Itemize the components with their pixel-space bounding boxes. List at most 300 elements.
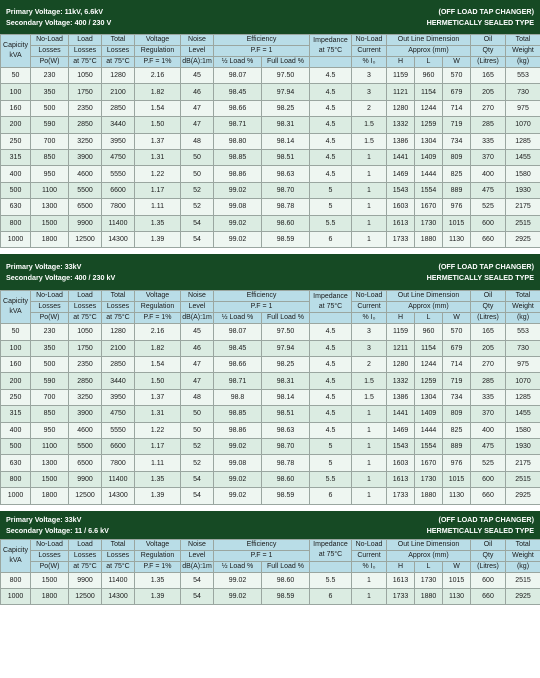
table-cell: 1015: [443, 471, 471, 487]
table-row: [1, 215, 540, 231]
table-cell: 1.11: [135, 199, 181, 215]
table-cell: 5500: [69, 439, 102, 455]
primary-voltage: Primary Voltage: 33kV: [6, 262, 82, 272]
header-cell: P.F = 1%: [135, 57, 181, 68]
table-cell: 1.22: [135, 422, 181, 438]
table-cell: 98.70: [262, 439, 310, 455]
header-cell: Losses: [69, 302, 102, 313]
table-cell: 400: [471, 422, 506, 438]
col-dimension: Out Line Dimension: [387, 291, 471, 302]
table-cell: 98.86: [214, 166, 262, 182]
table-cell: 950: [31, 166, 69, 182]
table-row: [1, 84, 540, 100]
table-cell: 1750: [69, 84, 102, 100]
table-cell: 1800: [31, 231, 69, 247]
header-cell: Qty: [471, 550, 506, 561]
table-cell: 99.02: [214, 471, 262, 487]
table-cell: 1100: [31, 182, 69, 198]
table-cell: 4.5: [310, 100, 352, 116]
header-cell: W: [443, 561, 471, 572]
table-cell: 48: [181, 389, 214, 405]
table-cell: 825: [443, 166, 471, 182]
table-cell: 1880: [415, 488, 443, 504]
header-cell: Regulation: [135, 550, 181, 561]
table-cell: 4.5: [310, 406, 352, 422]
table-cell: 335: [471, 389, 506, 405]
table-cell: 3: [352, 68, 387, 84]
table-cell: 400: [1, 422, 31, 438]
table-cell: 1259: [415, 117, 443, 133]
header-cell: dB(A):1m: [181, 57, 214, 68]
col-noload-losses: No-Load: [31, 291, 69, 302]
header-cell: Approx (mm): [387, 302, 471, 313]
col-oil: Oil: [471, 291, 506, 302]
table-cell: 1.5: [352, 133, 387, 149]
spec-table: [0, 290, 540, 504]
table-cell: 6: [310, 231, 352, 247]
table-cell: 590: [31, 373, 69, 389]
table-cell: 1.17: [135, 439, 181, 455]
table-cell: 4.5: [310, 166, 352, 182]
table-header: [1, 291, 540, 324]
table-cell: 1.5: [352, 389, 387, 405]
table-cell: 400: [471, 166, 506, 182]
table-cell: 4.5: [310, 357, 352, 373]
table-cell: 630: [1, 199, 31, 215]
table-cell: 1280: [387, 357, 415, 373]
table-cell: 1.50: [135, 373, 181, 389]
table-cell: 714: [443, 357, 471, 373]
table-cell: 1000: [1, 488, 31, 504]
col-total-losses: Total: [102, 539, 135, 550]
table-cell: 4.5: [310, 149, 352, 165]
table-row: [1, 357, 540, 373]
table-cell: 1280: [102, 324, 135, 340]
table-cell: 7800: [102, 455, 135, 471]
table-cell: 1.39: [135, 588, 181, 604]
col-voltage-regulation: Voltage: [135, 35, 181, 46]
col-dimension: Out Line Dimension: [387, 539, 471, 550]
table-cell: 98.78: [262, 199, 310, 215]
header-cell: Losses: [31, 302, 69, 313]
table-cell: 570: [443, 68, 471, 84]
table-cell: 976: [443, 455, 471, 471]
header-cell: at 75°C: [69, 57, 102, 68]
table-cell: 1015: [443, 572, 471, 588]
header-cell: ½ Load %: [214, 313, 262, 324]
table-cell: 1441: [387, 406, 415, 422]
table-cell: 1880: [415, 588, 443, 604]
col-noload-current: No-Load: [352, 291, 387, 302]
header-cell: at 75°C: [102, 313, 135, 324]
table-cell: 889: [443, 439, 471, 455]
col-load-losses: Load: [69, 35, 102, 46]
table-cell: 5.5: [310, 471, 352, 487]
header-cell: P.F = 1%: [135, 313, 181, 324]
table-cell: 98.80: [214, 133, 262, 149]
table-cell: 1050: [69, 324, 102, 340]
table-cell: 570: [443, 324, 471, 340]
col-weight: Total: [506, 35, 540, 46]
table-cell: 800: [1, 471, 31, 487]
header-cell: [310, 561, 352, 572]
table-cell: 5550: [102, 166, 135, 182]
table-cell: 1.82: [135, 84, 181, 100]
table-row: [1, 588, 540, 604]
table-cell: 99.08: [214, 455, 262, 471]
table-cell: 99.02: [214, 231, 262, 247]
table-cell: 47: [181, 357, 214, 373]
table-cell: 98.07: [214, 68, 262, 84]
table-row: [1, 389, 540, 405]
table-cell: 98.63: [262, 166, 310, 182]
table-cell: 2100: [102, 84, 135, 100]
table-cell: 100: [1, 84, 31, 100]
table-cell: 47: [181, 373, 214, 389]
table-cell: 1500: [31, 215, 69, 231]
header-cell: at 75°C: [102, 561, 135, 572]
table-cell: 4.5: [310, 84, 352, 100]
table-cell: 1733: [387, 231, 415, 247]
header-cell: Current: [352, 302, 387, 313]
table-row: [1, 182, 540, 198]
table-cell: 98.59: [262, 588, 310, 604]
table-cell: 98.59: [262, 488, 310, 504]
secondary-voltage: Secondary Voltage: 400 / 230 kV: [6, 273, 116, 283]
table-cell: 54: [181, 471, 214, 487]
header-cell: (kg): [506, 313, 540, 324]
table-cell: 11400: [102, 471, 135, 487]
table-cell: 47: [181, 117, 214, 133]
table-cell: 975: [506, 100, 540, 116]
table-cell: 50: [181, 406, 214, 422]
table-row: [1, 455, 540, 471]
table-cell: 5500: [69, 182, 102, 198]
table-cell: 47: [181, 100, 214, 116]
table-cell: 1409: [415, 149, 443, 165]
table-cell: 52: [181, 455, 214, 471]
table-cell: 2350: [69, 100, 102, 116]
header-cell: % I₀: [352, 313, 387, 324]
table-cell: 165: [471, 324, 506, 340]
table-cell: 54: [181, 231, 214, 247]
table-cell: 500: [1, 439, 31, 455]
table-cell: 50: [181, 149, 214, 165]
table-cell: 1244: [415, 357, 443, 373]
header-cell: Approx (mm): [387, 46, 471, 57]
table-header: [1, 539, 540, 572]
table-cell: 99.02: [214, 439, 262, 455]
spec-section: [0, 254, 540, 504]
table-cell: 525: [471, 455, 506, 471]
col-capacity: Capicity kVA: [1, 539, 31, 572]
table-row: [1, 100, 540, 116]
table-cell: 98.66: [214, 357, 262, 373]
table-cell: 850: [31, 149, 69, 165]
table-cell: 98.85: [214, 406, 262, 422]
spec-table: [0, 34, 540, 248]
header-cell: [310, 57, 352, 68]
header-cell: Po(W): [31, 561, 69, 572]
header-cell: Losses: [31, 550, 69, 561]
header-cell: Weight: [506, 302, 540, 313]
table-row: [1, 68, 540, 84]
table-cell: 1.39: [135, 488, 181, 504]
table-cell: 1: [352, 231, 387, 247]
table-cell: 3: [352, 324, 387, 340]
header-cell: P.F = 1: [214, 550, 310, 561]
table-cell: 1733: [387, 488, 415, 504]
table-cell: 6: [310, 488, 352, 504]
table-cell: 1.35: [135, 471, 181, 487]
table-cell: 850: [31, 406, 69, 422]
table-cell: 1.39: [135, 231, 181, 247]
table-cell: 734: [443, 389, 471, 405]
table-cell: 4600: [69, 422, 102, 438]
table-cell: 1332: [387, 117, 415, 133]
table-cell: 889: [443, 182, 471, 198]
table-cell: 45: [181, 68, 214, 84]
table-row: [1, 166, 540, 182]
table-cell: 719: [443, 117, 471, 133]
table-cell: 1469: [387, 422, 415, 438]
table-cell: 6600: [102, 439, 135, 455]
table-cell: 1730: [415, 471, 443, 487]
table-cell: 2.16: [135, 68, 181, 84]
table-cell: 1.31: [135, 406, 181, 422]
table-cell: 250: [1, 133, 31, 149]
header-cell: Full Load %: [262, 561, 310, 572]
table-cell: 1159: [387, 324, 415, 340]
header-cell: Level: [181, 302, 214, 313]
table-cell: 3950: [102, 133, 135, 149]
primary-voltage: Primary Voltage: 33kV: [6, 514, 82, 524]
table-cell: 730: [506, 340, 540, 356]
table-cell: 12500: [69, 488, 102, 504]
table-cell: 3950: [102, 389, 135, 405]
table-cell: 1730: [415, 572, 443, 588]
header-cell: dB(A):1m: [181, 313, 214, 324]
table-cell: 679: [443, 340, 471, 356]
col-voltage-regulation: Voltage: [135, 291, 181, 302]
col-noise-level: Noise: [181, 35, 214, 46]
table-body: [1, 324, 540, 504]
col-efficiency: Efficiency: [214, 539, 310, 550]
tap-changer-note: (OFF LOAD TAP CHANGER): [438, 7, 534, 16]
header-cell: ½ Load %: [214, 57, 262, 68]
table-cell: 1670: [415, 199, 443, 215]
table-cell: 100: [1, 340, 31, 356]
col-efficiency: Efficiency: [214, 291, 310, 302]
table-row: [1, 572, 540, 588]
col-noise-level: Noise: [181, 539, 214, 550]
table-cell: 2850: [69, 373, 102, 389]
header-cell: Losses: [102, 302, 135, 313]
table-cell: 1730: [415, 215, 443, 231]
table-row: [1, 133, 540, 149]
section-banner: [0, 511, 540, 539]
table-cell: 1: [352, 406, 387, 422]
table-cell: 46: [181, 340, 214, 356]
table-cell: 600: [471, 572, 506, 588]
table-cell: 1613: [387, 471, 415, 487]
table-cell: 54: [181, 215, 214, 231]
spec-section: [0, 511, 540, 606]
header-cell: Qty: [471, 302, 506, 313]
table-cell: 205: [471, 340, 506, 356]
col-noload-losses: No-Load: [31, 35, 69, 46]
table-cell: 5: [310, 455, 352, 471]
table-cell: 4.5: [310, 68, 352, 84]
table-cell: 99.02: [214, 588, 262, 604]
header-cell: % I₀: [352, 57, 387, 68]
spec-section: [0, 0, 540, 248]
table-cell: 500: [1, 182, 31, 198]
table-cell: 52: [181, 199, 214, 215]
secondary-voltage: Secondary Voltage: 11 / 6.6 kV: [6, 525, 109, 535]
header-cell: at 75°C: [69, 313, 102, 324]
table-cell: 2175: [506, 199, 540, 215]
table-cell: 98.45: [214, 340, 262, 356]
table-cell: 5: [310, 199, 352, 215]
table-cell: 1000: [1, 231, 31, 247]
table-cell: 525: [471, 199, 506, 215]
table-cell: 230: [31, 68, 69, 84]
table-cell: 14300: [102, 588, 135, 604]
table-cell: 1543: [387, 439, 415, 455]
table-cell: 1733: [387, 588, 415, 604]
table-row: [1, 231, 540, 247]
header-cell: at 75°C: [102, 57, 135, 68]
table-cell: 7800: [102, 199, 135, 215]
table-cell: 1.35: [135, 215, 181, 231]
table-cell: 5: [310, 439, 352, 455]
table-cell: 50: [181, 166, 214, 182]
table-cell: 1070: [506, 373, 540, 389]
table-cell: 1386: [387, 389, 415, 405]
table-cell: 5: [310, 182, 352, 198]
table-cell: 4.5: [310, 340, 352, 356]
table-cell: 734: [443, 133, 471, 149]
col-total-losses: Total: [102, 35, 135, 46]
table-cell: 1.17: [135, 182, 181, 198]
table-cell: 1613: [387, 215, 415, 231]
table-cell: 99.02: [214, 215, 262, 231]
table-cell: 2515: [506, 572, 540, 588]
table-cell: 4.5: [310, 389, 352, 405]
table-cell: 97.94: [262, 84, 310, 100]
header-cell: Weight: [506, 46, 540, 57]
table-cell: 1015: [443, 215, 471, 231]
table-cell: 600: [471, 471, 506, 487]
table-cell: 1130: [443, 488, 471, 504]
table-cell: 98.85: [214, 149, 262, 165]
table-cell: 270: [471, 357, 506, 373]
table-cell: 1: [352, 455, 387, 471]
table-cell: 165: [471, 68, 506, 84]
table-cell: 98.25: [262, 357, 310, 373]
table-cell: 97.50: [262, 324, 310, 340]
table-cell: 98.07: [214, 324, 262, 340]
table-cell: 1: [352, 182, 387, 198]
table-cell: 600: [471, 215, 506, 231]
table-cell: 679: [443, 84, 471, 100]
table-cell: 3250: [69, 389, 102, 405]
table-cell: 1244: [415, 100, 443, 116]
sealed-type-note: HERMETICALLY SEALED TYPE: [426, 273, 534, 283]
table-cell: 335: [471, 133, 506, 149]
table-cell: 9900: [69, 215, 102, 231]
col-load-losses: Load: [69, 291, 102, 302]
table-cell: 46: [181, 84, 214, 100]
table-cell: 5550: [102, 422, 135, 438]
header-cell: W: [443, 57, 471, 68]
table-cell: 98.51: [262, 149, 310, 165]
table-cell: 1: [352, 471, 387, 487]
table-cell: 9900: [69, 471, 102, 487]
table-cell: 1300: [31, 455, 69, 471]
table-cell: 1441: [387, 149, 415, 165]
header-cell: P.F = 1: [214, 302, 310, 313]
header-cell: Po(W): [31, 57, 69, 68]
table-row: [1, 488, 540, 504]
table-cell: 98.63: [262, 422, 310, 438]
table-cell: 98.71: [214, 373, 262, 389]
table-cell: 1603: [387, 199, 415, 215]
table-cell: 52: [181, 182, 214, 198]
table-cell: 97.94: [262, 340, 310, 356]
table-cell: 9900: [69, 572, 102, 588]
col-capacity: Capicity kVA: [1, 291, 31, 324]
header-cell: Regulation: [135, 302, 181, 313]
table-cell: 4750: [102, 406, 135, 422]
table-cell: 553: [506, 68, 540, 84]
header-cell: [310, 313, 352, 324]
table-cell: 315: [1, 406, 31, 422]
header-cell: L: [415, 313, 443, 324]
table-cell: 4750: [102, 149, 135, 165]
col-impedance: Impedance at 75°C: [310, 291, 352, 313]
table-cell: 4.5: [310, 117, 352, 133]
header-cell: Regulation: [135, 46, 181, 57]
table-row: [1, 199, 540, 215]
table-cell: 98.78: [262, 455, 310, 471]
table-cell: 98.71: [214, 117, 262, 133]
col-total-losses: Total: [102, 291, 135, 302]
table-cell: 14300: [102, 488, 135, 504]
table-cell: 4.5: [310, 422, 352, 438]
table-cell: 975: [506, 357, 540, 373]
table-body: [1, 572, 540, 605]
table-cell: 630: [1, 455, 31, 471]
table-cell: 45: [181, 324, 214, 340]
table-cell: 99.02: [214, 488, 262, 504]
table-cell: 553: [506, 324, 540, 340]
table-cell: 3: [352, 340, 387, 356]
table-cell: 230: [31, 324, 69, 340]
table-cell: 99.02: [214, 572, 262, 588]
spec-table: [0, 539, 540, 606]
header-cell: Weight: [506, 550, 540, 561]
table-cell: 1130: [443, 588, 471, 604]
table-cell: 475: [471, 439, 506, 455]
table-row: [1, 471, 540, 487]
table-cell: 98.59: [262, 231, 310, 247]
table-cell: 54: [181, 588, 214, 604]
header-cell: P.F = 1%: [135, 561, 181, 572]
table-cell: 1800: [31, 588, 69, 604]
col-noload-losses: No-Load: [31, 539, 69, 550]
